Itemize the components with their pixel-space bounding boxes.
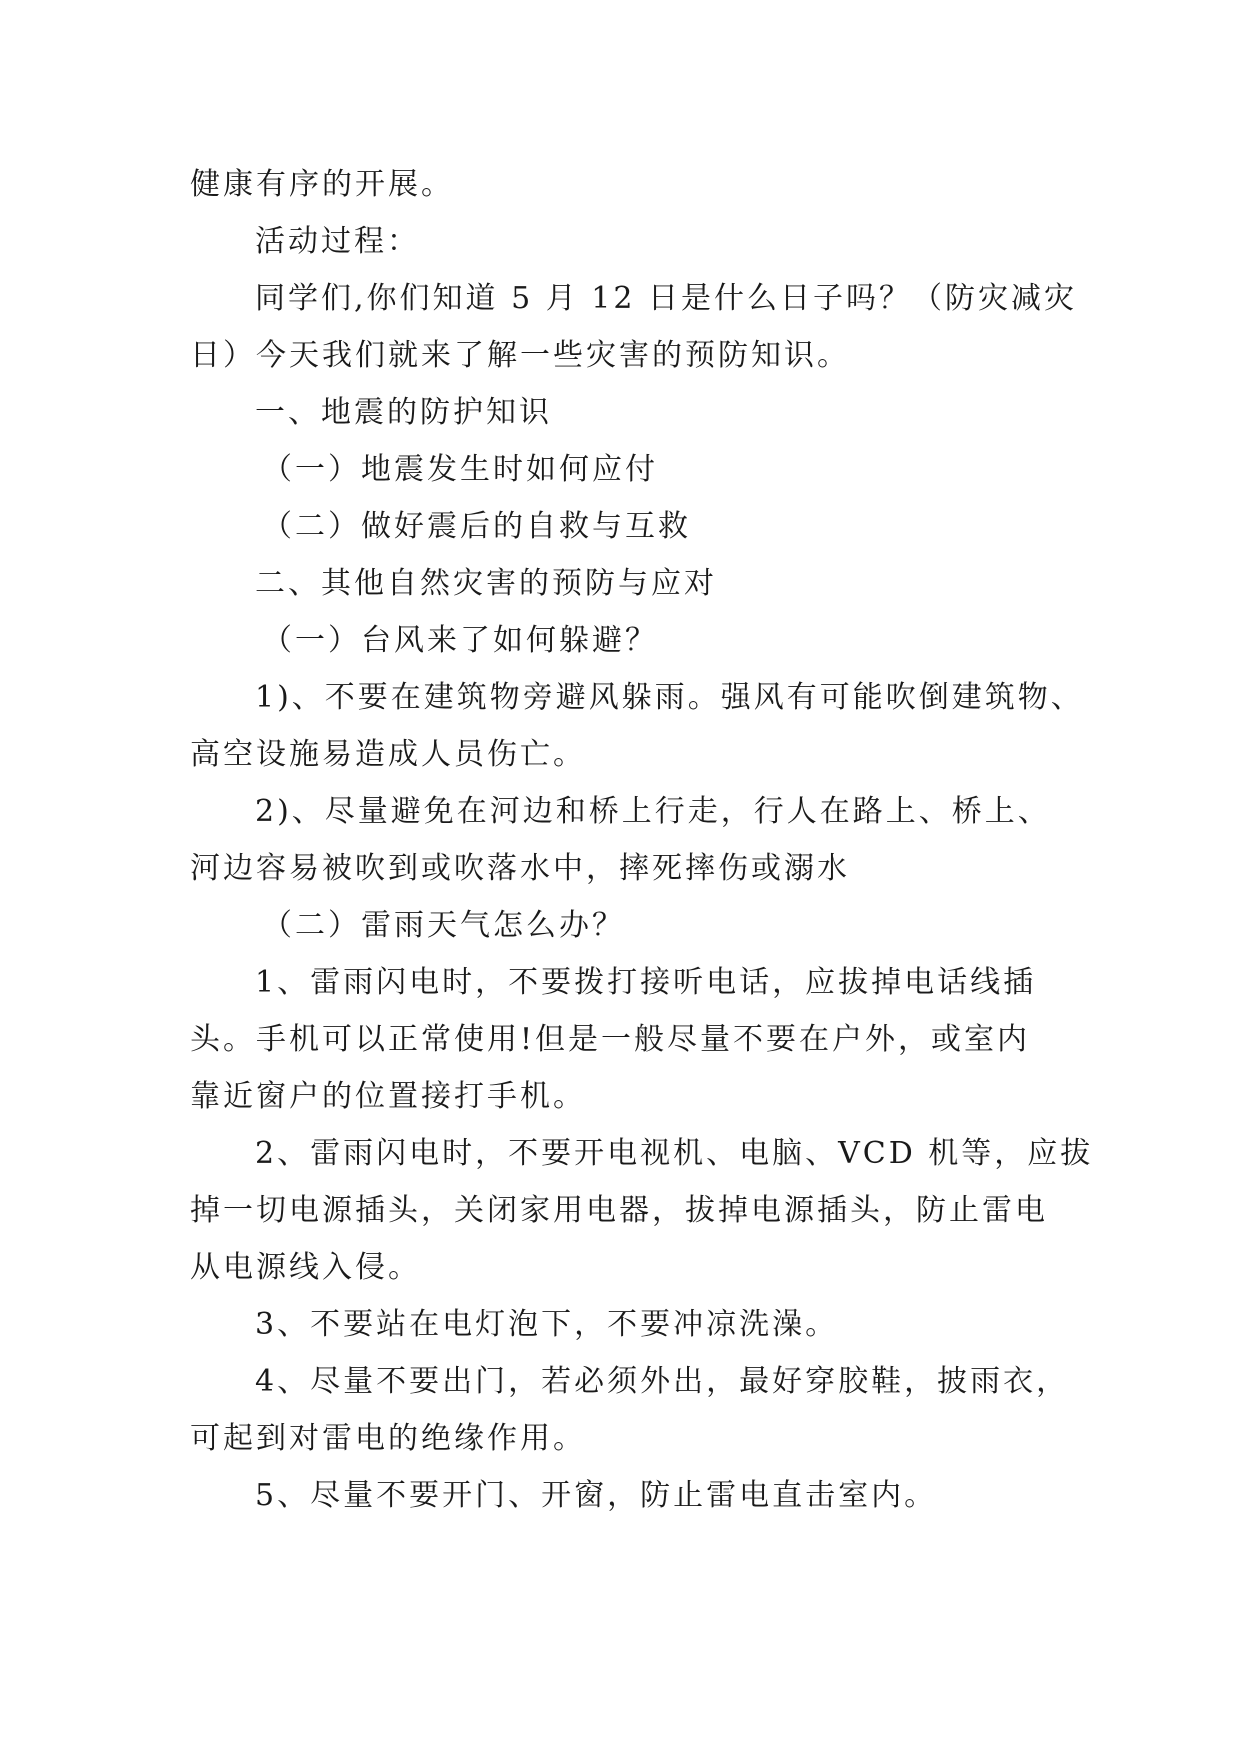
subsection-heading: （二）做好震后的自救与互救 — [262, 509, 691, 544]
text-line: 2)、尽量避免在河边和桥上行走，行人在路上、桥上、 — [255, 794, 1051, 829]
text-line: 1)、不要在建筑物旁避风躲雨。强风有可能吹倒建筑物、 — [255, 680, 1084, 715]
subsection-heading: （二）雷雨天气怎么办？ — [262, 908, 625, 943]
text-line: 健康有序的开展。 — [190, 167, 454, 202]
text-line: 1、雷雨闪电时，不要拨打接听电话，应拔掉电话线插 — [255, 965, 1037, 1000]
subsection-heading: （一）地震发生时如何应付 — [262, 452, 658, 487]
text-line: 4、尽量不要出门，若必须外出，最好穿胶鞋，披雨衣， — [255, 1364, 1070, 1399]
section-heading: 一、地震的防护知识 — [255, 395, 552, 430]
text-line: 高空设施易造成人员伤亡。 — [190, 737, 586, 772]
text-line: 可起到对雷电的绝缘作用。 — [190, 1421, 586, 1456]
text-line: 从电源线入侵。 — [190, 1250, 421, 1285]
text-line: 同学们,你们知道 5 月 12 日是什么日子吗？（防灾减灾 — [255, 281, 1077, 316]
text-line: 2、雷雨闪电时，不要开电视机、电脑、VCD 机等，应拔 — [255, 1136, 1094, 1171]
text-line: 靠近窗户的位置接打手机。 — [190, 1079, 586, 1114]
text-line: 河边容易被吹到或吹落水中，摔死摔伤或溺水 — [190, 851, 850, 886]
text-line: 头。手机可以正常使用!但是一般尽量不要在户外，或室内 — [190, 1022, 1031, 1057]
text-line: 日）今天我们就来了解一些灾害的预防知识。 — [190, 338, 850, 373]
section-heading: 二、其他自然灾害的预防与应对 — [255, 566, 717, 601]
subsection-heading: （一）台风来了如何躲避？ — [262, 623, 658, 658]
text-line: 5、尽量不要开门、开窗，防止雷电直击室内。 — [255, 1478, 938, 1513]
text-line: 掉一切电源插头，关闭家用电器，拔掉电源插头，防止雷电 — [190, 1193, 1048, 1228]
text-line: 活动过程： — [255, 224, 420, 259]
text-line: 3、不要站在电灯泡下，不要冲凉洗澡。 — [255, 1307, 839, 1342]
